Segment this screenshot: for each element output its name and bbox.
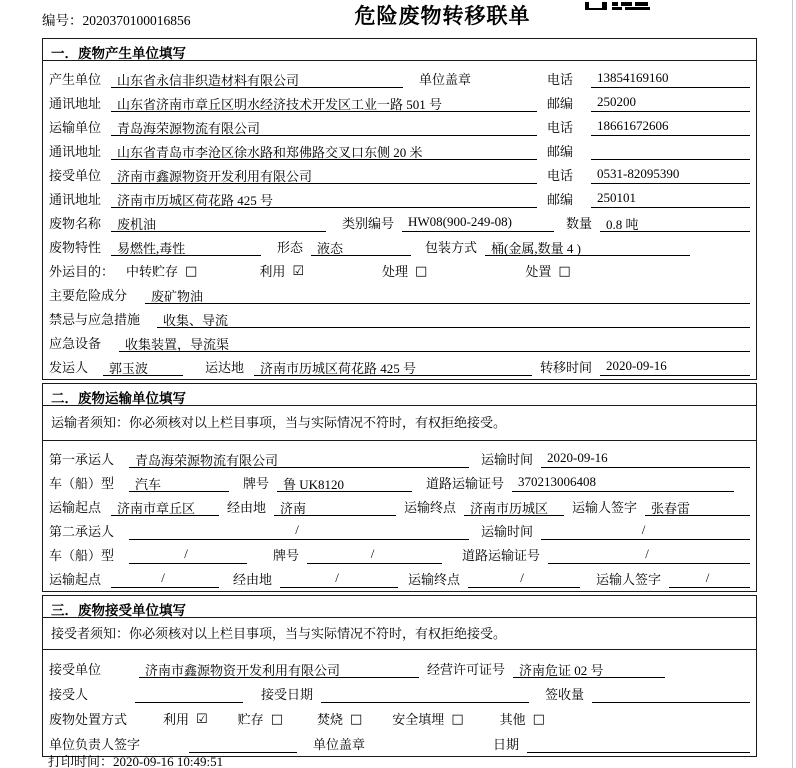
destination-label: 运达地 (205, 360, 245, 375)
purpose-option-utilize (259, 261, 304, 280)
checkbox-unchecked-icon: □ (532, 712, 545, 727)
road-permit-label: 道路运输证号 (462, 548, 541, 563)
qr-code-fragment-icon (585, 0, 650, 10)
destination-value: 济南市历城区荷花路 425 号 (254, 358, 532, 376)
received-qty-label: 签收量 (545, 687, 585, 702)
phone-value: 13854169160 (591, 70, 750, 88)
carrier1-row (49, 444, 750, 468)
phone-label: 电话 (547, 168, 574, 183)
receiver-person-label: 接受人 (49, 687, 89, 702)
option-label: 其他 (499, 712, 526, 727)
phone-value: 0531-82095390 (591, 166, 750, 184)
transport-time-label: 运输时间 (481, 524, 534, 539)
checkbox-unchecked-icon: □ (185, 264, 198, 279)
vehicle2-row (49, 540, 750, 564)
transporter-unit-value: 青岛海荣源物流有限公司 (111, 118, 537, 136)
unit-stamp-label: 单位盖章 (419, 72, 472, 87)
option-label: 安全填埋 (392, 712, 445, 727)
transporter-notice: 运输者须知：你必须核对以上栏目事项，当与实际情况不符时，有权拒绝接受。 (43, 406, 756, 441)
carrier2-row (49, 516, 750, 540)
receiver-address-row (49, 184, 750, 208)
serial-value: 2020370100016856 (82, 13, 191, 28)
packaging-label: 包装方式 (425, 240, 478, 255)
purpose-option-storage (126, 261, 197, 280)
receive-unit-label: 接受单位 (49, 662, 102, 677)
address-value: 济南市历城区荷花路 425 号 (111, 190, 537, 208)
responsible-sign-label: 单位负责人签字 (49, 737, 141, 752)
option-label: 焚烧 (316, 712, 343, 727)
receive-unit-value: 济南市鑫源物资开发利用有限公司 (139, 660, 419, 678)
address-label: 通讯地址 (49, 144, 102, 159)
endpoint-value: 济南市历城区 (464, 498, 564, 516)
dispatcher-value: 郭玉波 (103, 358, 183, 376)
category-code-label: 类别编号 (342, 216, 395, 231)
option-label: 利用 (259, 264, 286, 279)
receive-date-label: 接受日期 (261, 687, 314, 702)
carrier-sign-label: 运输人签字 (572, 500, 638, 515)
endpoint-value: / (468, 570, 580, 588)
vehicle-type-value: 汽车 (129, 474, 229, 492)
address-label: 通讯地址 (49, 96, 102, 111)
carrier2-value: / (129, 522, 469, 540)
origin-value: 济南市章丘区 (111, 498, 219, 516)
transport-time-label: 运输时间 (481, 452, 534, 467)
address-value: 山东省济南市章丘区明水经济技术开发区工业一路 501 号 (111, 94, 537, 112)
section-transporter-title: 二．废物运输单位填写 (43, 384, 756, 406)
receive-date-value (321, 685, 529, 703)
route1-row (49, 492, 750, 516)
option-label: 利用 (163, 712, 190, 727)
disposal-option-other (500, 709, 545, 728)
section-receiver-rows (43, 650, 756, 756)
checkbox-unchecked-icon: □ (451, 712, 464, 727)
origin-value: / (111, 570, 219, 588)
purpose-option-dispose (525, 261, 570, 280)
carrier-sign-value: 张春雷 (645, 498, 750, 516)
transfer-purpose-row (49, 256, 750, 280)
road-permit-value: 370213006408 (512, 474, 734, 492)
left-group (49, 141, 539, 160)
date-label: 日期 (493, 737, 520, 752)
via-value: / (280, 570, 398, 588)
receiver-unit-value: 济南市鑫源物资开发利用有限公司 (111, 166, 537, 184)
option-label: 中转贮存 (126, 264, 179, 279)
emergency-measures-row (49, 304, 750, 328)
transfer-purpose-label: 外运目的： (49, 264, 115, 279)
left-group (49, 165, 539, 184)
left-group (49, 117, 539, 136)
route2-row (49, 564, 750, 588)
checkbox-checked-icon: ☑ (292, 264, 304, 279)
zip-value: 250101 (591, 190, 750, 208)
form-state-label: 形态 (277, 240, 304, 255)
carrier-sign-value: / (669, 570, 750, 588)
waste-property-label: 废物特性 (49, 240, 102, 255)
disposal-option-store (238, 709, 283, 728)
dispatcher-label: 发运人 (49, 360, 89, 375)
receiver-unit-row (49, 160, 750, 184)
section-producer-title: 一．废物产生单位填写 (43, 39, 756, 61)
vehicle1-row (49, 468, 750, 492)
waste-name-value: 废机油 (111, 214, 326, 232)
transfer-time-value: 2020-09-16 (600, 358, 750, 376)
address-value: 山东省青岛市李沧区徐水路和郑佛路交叉口东侧 20 米 (111, 142, 537, 160)
checkbox-unchecked-icon: □ (270, 712, 283, 727)
receiver-person-row (49, 678, 750, 703)
disposal-option-landfill (392, 709, 463, 728)
zip-value: 250200 (591, 94, 750, 112)
section-producer (42, 38, 757, 380)
disposal-method-label: 废物处置方式 (49, 712, 128, 727)
emergency-equipment-label: 应急设备 (49, 336, 102, 351)
checkbox-unchecked-icon: □ (350, 712, 363, 727)
manifest-form (42, 38, 757, 760)
vehicle-type-label: 车（船）型 (49, 548, 115, 563)
waste-property-row (49, 232, 750, 256)
emergency-equipment-row (49, 328, 750, 352)
road-permit-label: 道路运输证号 (426, 476, 505, 491)
hazard-component-value: 废矿物油 (145, 286, 750, 304)
packaging-value: 桶(金属,数量 4 ) (485, 238, 690, 256)
waste-name-label: 废物名称 (49, 216, 102, 231)
license-label: 经营许可证号 (427, 662, 506, 677)
phone-label: 电话 (547, 120, 574, 135)
carrier1-label: 第一承运人 (49, 452, 115, 467)
page-edge-line (792, 0, 793, 768)
hazard-component-label: 主要危险成分 (49, 288, 128, 303)
receiver-person-value (135, 685, 243, 703)
plate-label: 牌号 (243, 476, 270, 491)
transfer-time-label: 转移时间 (540, 360, 593, 375)
license-value: 济南危证 02 号 (513, 660, 665, 678)
quantity-value: 0.8 吨 (600, 214, 750, 232)
section-producer-rows (43, 61, 756, 379)
print-time-label: 打印时间： (48, 754, 114, 768)
unit-stamp-label: 单位盖章 (313, 737, 366, 752)
left-group (49, 189, 539, 208)
zip-label: 邮编 (547, 192, 574, 207)
section-receiver (42, 595, 757, 757)
section-transporter-rows (43, 441, 756, 591)
producer-address-row (49, 88, 750, 112)
section-receiver-title: 三．废物接受单位填写 (43, 596, 756, 618)
emergency-measures-value: 收集、导流 (157, 310, 750, 328)
disposal-option-utilize (163, 709, 208, 728)
endpoint-label: 运输终点 (408, 572, 461, 587)
received-qty-value (592, 685, 750, 703)
via-label: 经由地 (233, 572, 273, 587)
zip-value (591, 142, 750, 160)
origin-label: 运输起点 (49, 500, 102, 515)
print-time-value: 2020-09-16 10:49:51 (113, 754, 224, 768)
checkbox-unchecked-icon: □ (558, 264, 571, 279)
address-label: 通讯地址 (49, 192, 102, 207)
via-value: 济南 (274, 498, 396, 516)
form-state-value: 液态 (311, 238, 411, 256)
checkbox-checked-icon: ☑ (196, 712, 208, 727)
zip-label: 邮编 (547, 96, 574, 111)
serial-number (42, 9, 191, 29)
plate-label: 牌号 (273, 548, 300, 563)
disposal-method-row (49, 703, 750, 728)
plate-value: / (307, 546, 442, 564)
form-title: 危险废物转移联单 (354, 4, 531, 28)
carrier-sign-label: 运输人签字 (596, 572, 662, 587)
phone-value: 18661672606 (591, 118, 750, 136)
print-time (48, 751, 223, 768)
receiver-notice: 接受者须知：你必须核对以上栏目事项，当与实际情况不符时，有权拒绝接受。 (43, 618, 756, 650)
checkbox-unchecked-icon: □ (415, 264, 428, 279)
phone-label: 电话 (547, 72, 574, 87)
emergency-measures-label: 禁忌与应急措施 (49, 312, 141, 327)
signature-row (49, 728, 750, 753)
producer-unit-value: 山东省永信非织造材料有限公司 (111, 70, 403, 88)
date-value (527, 735, 750, 753)
section-transporter (42, 383, 757, 592)
hazard-component-row (49, 280, 750, 304)
receiver-unit-label: 接受单位 (49, 168, 102, 183)
quantity-label: 数量 (566, 216, 593, 231)
via-label: 经由地 (227, 500, 267, 515)
option-label: 贮存 (237, 712, 264, 727)
receive-unit-row (49, 653, 750, 678)
vehicle-type-value: / (129, 546, 247, 564)
emergency-equipment-value: 收集装置，导流渠 (119, 334, 750, 352)
transporter-address-row (49, 136, 750, 160)
category-code-value: HW08(900-249-08) (402, 214, 554, 232)
transport-time-value: / (541, 522, 750, 540)
serial-label: 编号： (42, 13, 83, 28)
transporter-unit-label: 运输单位 (49, 120, 102, 135)
left-group (49, 93, 539, 112)
waste-property-value: 易燃性,毒性 (111, 238, 261, 256)
waste-name-row (49, 208, 750, 232)
left-group (49, 69, 539, 88)
producer-unit-label: 产生单位 (49, 72, 102, 87)
disposal-option-incinerate (317, 709, 362, 728)
endpoint-label: 运输终点 (404, 500, 457, 515)
producer-unit-row (49, 64, 750, 88)
transporter-unit-row (49, 112, 750, 136)
option-label: 处理 (382, 264, 409, 279)
vehicle-type-label: 车（船）型 (49, 476, 115, 491)
purpose-option-treat (382, 261, 427, 280)
option-label: 处置 (525, 264, 552, 279)
plate-value: 鲁 UK8120 (277, 474, 412, 492)
origin-label: 运输起点 (49, 572, 102, 587)
road-permit-value: / (548, 546, 750, 564)
transport-time-value: 2020-09-16 (541, 450, 750, 468)
zip-label: 邮编 (547, 144, 574, 159)
dispatch-row (49, 352, 750, 376)
carrier1-value: 青岛海荣源物流有限公司 (129, 450, 469, 468)
carrier2-label: 第二承运人 (49, 524, 115, 539)
